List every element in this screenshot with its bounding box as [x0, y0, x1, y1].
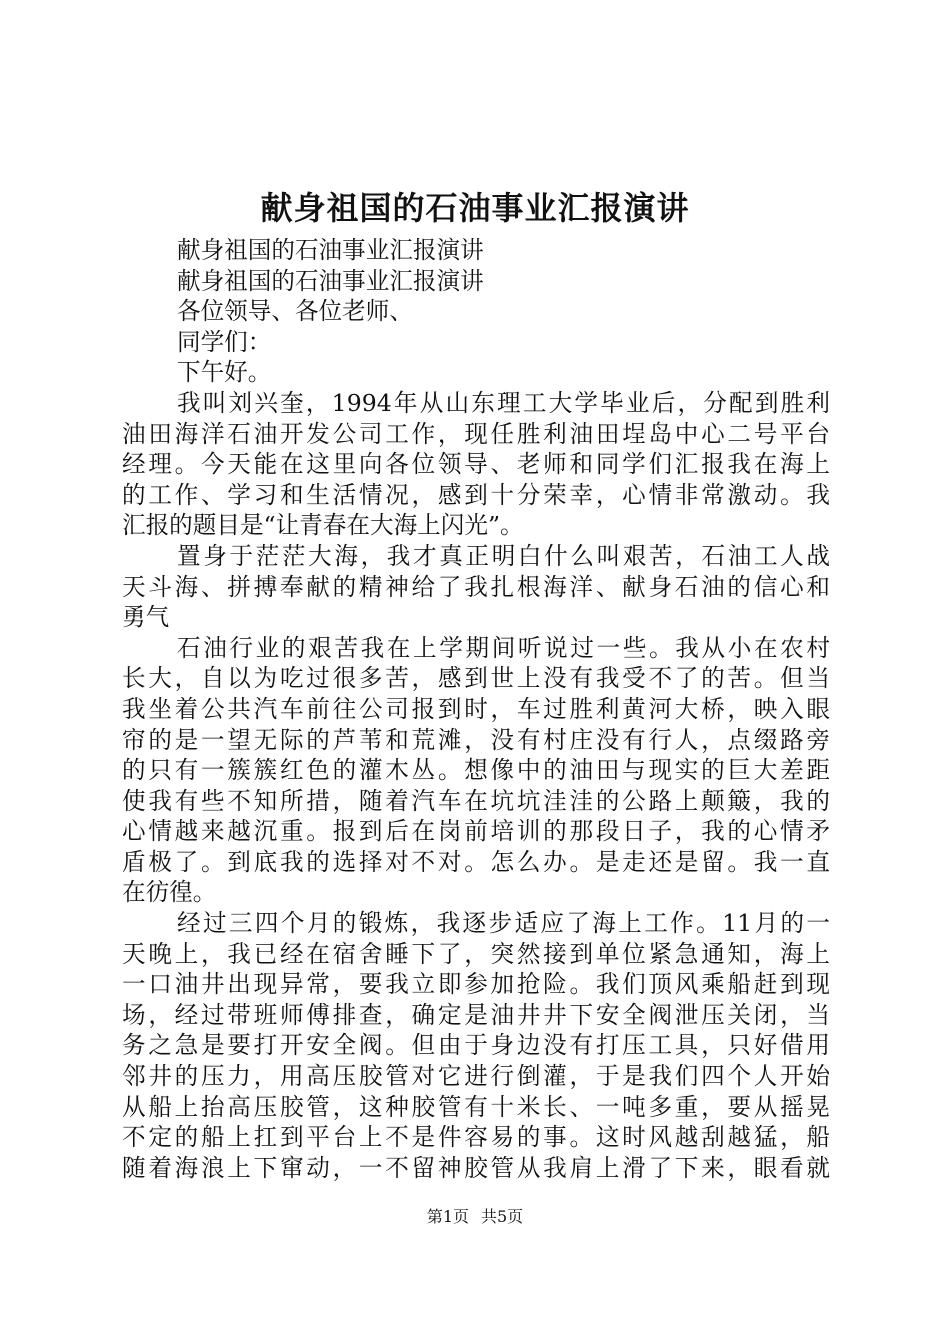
text-line: 从船上抬高压胶管，这种胶管有十米长、一吨多重，要从摇晃: [122, 1092, 830, 1121]
page-number: 第1页: [426, 1207, 469, 1226]
text-line: 各位领导、各位老师、: [177, 297, 413, 326]
text-line: 务之急是要打开安全阀。但由于身边没有打压工具，只好借用: [122, 1031, 830, 1060]
text-line: 场，经过带班师傅排查，确定是油井井下安全阀泄压关闭，当: [122, 1000, 830, 1029]
text-line: 我坐着公共汽车前往公司报到时，车过胜利黄河大桥，映入眼: [122, 694, 830, 723]
text-line: 石油行业的艰苦我在上学期间听说过一些。我从小在农村: [177, 633, 830, 662]
text-line: 一口油井出现异常，要我立即参加抢险。我们顶风乘船赶到现: [122, 970, 830, 999]
text-line: 天斗海、拼搏奉献的精神给了我扎根海洋、献身石油的信心和: [122, 572, 830, 601]
page-footer: [0, 1206, 950, 1228]
text-line: 同学们：: [177, 327, 272, 356]
document-body: [122, 235, 830, 1183]
text-line: 经理。今天能在这里向各位领导、老师和同学们汇报我在海上: [122, 450, 830, 479]
text-line: 在彷徨。: [122, 878, 217, 907]
text-line: 献身祖国的石油事业汇报演讲: [177, 236, 484, 264]
text-line: 油田海洋石油开发公司工作，现任胜利油田埕岛中心二号平台: [122, 419, 830, 448]
text-line: 我叫刘兴奎，1994年从山东理工大学毕业后，分配到胜利: [177, 388, 830, 417]
text-line: 邻井的压力，用高压胶管对它进行倒灌，于是我们四个人开始: [122, 1062, 830, 1091]
text-line: 勇气: [122, 603, 170, 632]
text-line: 盾极了。到底我的选择对不对。怎么办。是走还是留。我一直: [122, 847, 830, 876]
text-line: 使我有些不知所措，随着汽车在坑坑洼洼的公路上颠簸，我的: [122, 786, 830, 815]
text-line: 长大，自以为吃过很多苦，感到世上没有我受不了的苦。但当: [122, 664, 830, 693]
document-title: 献身祖国的石油事业汇报演讲: [260, 189, 690, 227]
page-total: 共5页: [481, 1207, 524, 1226]
text-line: 的工作、学习和生活情况，感到十分荣幸，心情非常激动。我: [122, 480, 830, 509]
text-line: 经过三四个月的锻炼，我逐步适应了海上工作。11月的一: [177, 909, 830, 938]
text-line: 天晚上，我已经在宿舍睡下了，突然接到单位紧急通知，海上: [122, 939, 830, 968]
text-line: 帘的是一望无际的芦苇和荒滩，没有村庄没有行人，点缀路旁: [122, 725, 830, 754]
text-line: 的只有一簇簇红色的灌木丛。想像中的油田与现实的巨大差距: [122, 756, 830, 785]
text-line: 随着海浪上下窜动，一不留神胶管从我肩上滑了下来，眼看就: [122, 1153, 830, 1182]
text-line: 心情越来越沉重。报到后在岗前培训的那段日子，我的心情矛: [122, 817, 830, 846]
text-line: 汇报的题目是“让青春在大海上闪光”。: [122, 511, 524, 540]
text-line: 献身祖国的石油事业汇报演讲: [177, 266, 484, 295]
text-line: 置身于茫茫大海，我才真正明白什么叫艰苦，石油工人战: [177, 541, 830, 570]
text-line: 下午好。: [177, 358, 272, 387]
text-line: 不定的船上扛到平台上不是件容易的事。这时风越刮越猛，船: [122, 1123, 830, 1152]
